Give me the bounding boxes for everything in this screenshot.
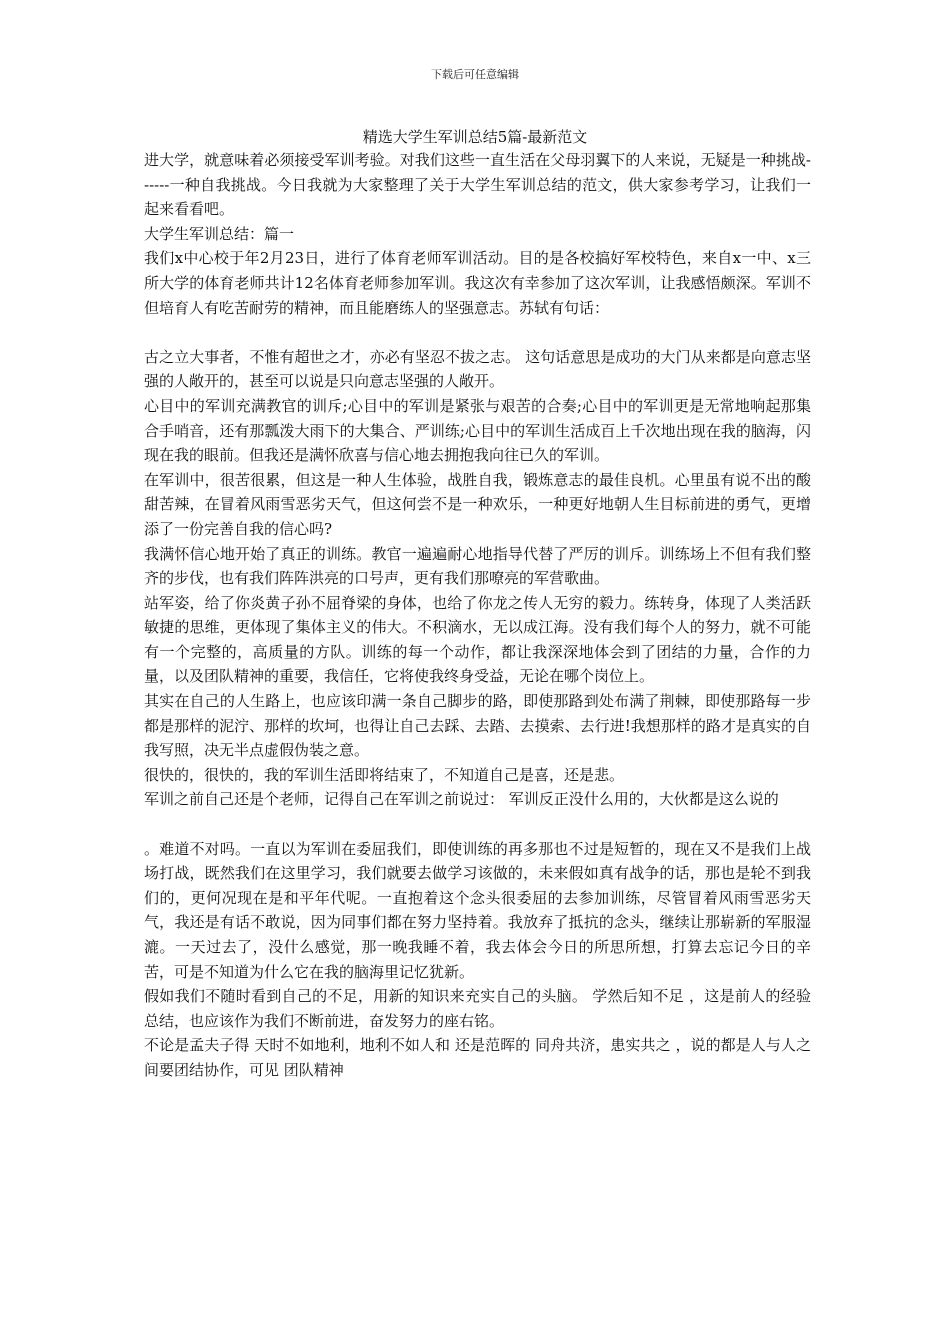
- paragraph-intro: 进大学，就意味着必须接受军训考验。对我们这些一直生活在父母羽翼下的人来说，无疑是一种挑战------一种自我挑战。今日我就为大家整理了关于大学生军训总结的范文，供大家参考学习，让我们一起来看看吧。: [144, 151, 811, 219]
- document-body: [144, 148, 811, 1083]
- paragraph: 我们x中心校于年2月23日，进行了体育老师军训活动。目的是各校搞好军校特色，来自x一中、x三所大学的体育老师共计12名体育老师参加军训。我这次有幸参加了这次军训，让我感悟颇深。军训不但培育人有吃苦耐劳的精神，而且能磨练人的坚强意志。苏轼有句话：: [144, 249, 811, 317]
- paragraph: 军训之前自己还是个老师，记得自己在军训之前说过： 军训反正没什么用的，大伙都是这么说的: [144, 790, 779, 809]
- paragraph: 我满怀信心地开始了真正的训练。教官一遍遍耐心地指导代替了严厉的训斥。训练场上不但有我们整齐的步伐，也有我们阵阵洪亮的口号声，更有我们那嘹亮的军营歌曲。: [144, 544, 811, 588]
- paragraph: 站军姿，给了你炎黄子孙不屈脊梁的身体，也给了你龙之传人无穷的毅力。练转身，体现了人类活跃敏捷的思维，更体现了集体主义的伟大。不积滴水，无以成江海。没有我们每个人的努力，就不可能有一个完整的，高质量的方队。训练的每一个动作，都让我深深地体会到了团结的力量，合作的力量，以及团队精神的重要，我信任，它将使我终身受益，无论在哪个岗位上。: [144, 593, 811, 686]
- document-title: 精选大学生军训总结5篇-最新范文: [362, 128, 588, 146]
- paragraph: 其实在自己的人生路上，也应该印满一条自己脚步的路，即使那路到处布满了荆棘，即使那路每一步都是那样的泥泞、那样的坎坷，也得让自己去踩、去踏、去摸索、去行进!我想那样的路才是真实的自我写照，决无半点虚假伪装之意。: [144, 692, 811, 760]
- paragraph: 心目中的军训充满教官的训斥;心目中的军训是紧张与艰苦的合奏;心目中的军训更是无常地响起那集合手哨音，还有那瓢泼大雨下的大集合、严训练;心目中的军训生活成百上千次地出现在我的脑海，闪现在我的眼前。但我还是满怀欣喜与信心地去拥抱我向往已久的军训。: [144, 396, 811, 465]
- paragraph: 很快的，很快的，我的军训生活即将结束了，不知道自己是喜，还是悲。: [144, 765, 625, 784]
- paragraph-section-heading: 大学生军训总结：篇一: [144, 224, 295, 243]
- paragraph: 假如我们不随时看到自己的不足，用新的知识来充实自己的头脑。 学然后知不足 ，这是前人的经验总结，也应该作为我们不断前进，奋发努力的座右铭。: [144, 987, 811, 1030]
- paragraph: 古之立大事者，不惟有超世之才，亦必有坚忍不拔之志。 这句话意思是成功的大门从来都是向意志坚强的人敞开的，甚至可以说是只向意志坚强的人敞开。: [144, 347, 811, 391]
- paragraph: 在军训中，很苦很累，但这是一种人生体验，战胜自我，锻炼意志的最佳良机。心里虽有说不出的酸甜苦辣，在冒着风雨雪恶劣天气，但这何尝不是一种欢乐，一种更好地朝人生目标前进的勇气，更增添了一份完善自我的信心吗?: [144, 470, 811, 538]
- paragraph: 不论是孟夫子得 天时不如地利，地利不如人和 还是范晖的 同舟共济，患实共之 ，说的都是人与人之间要团结协作，可见 团队精神: [144, 1036, 811, 1079]
- paragraph: 。难道不对吗。一直以为军训在委屈我们，即使训练的再多那也不过是短暂的，现在又不是我们上战场打战，既然我们在这里学习，我们就要去做学习该做的，未来假如真有战争的话，那也是轮不到我们的，更何况现在是和平年代呢。一直抱着这个念头很委屈的去参加训练，尽管冒着风雨雪恶劣天气，我还是有话不敢说，因为同事们都在努力坚持着。我放弃了抵抗的念头，继续让那崭新的军服湿漉。一天过去了，没什么感觉，那一晚我睡不着，我去体会今日的所思所想，打算去忘记今日的辛苦，可是不知道为什么它在我的脑海里记忆犹新。: [144, 839, 811, 981]
- header-note: 下载后可任意编辑: [431, 68, 519, 81]
